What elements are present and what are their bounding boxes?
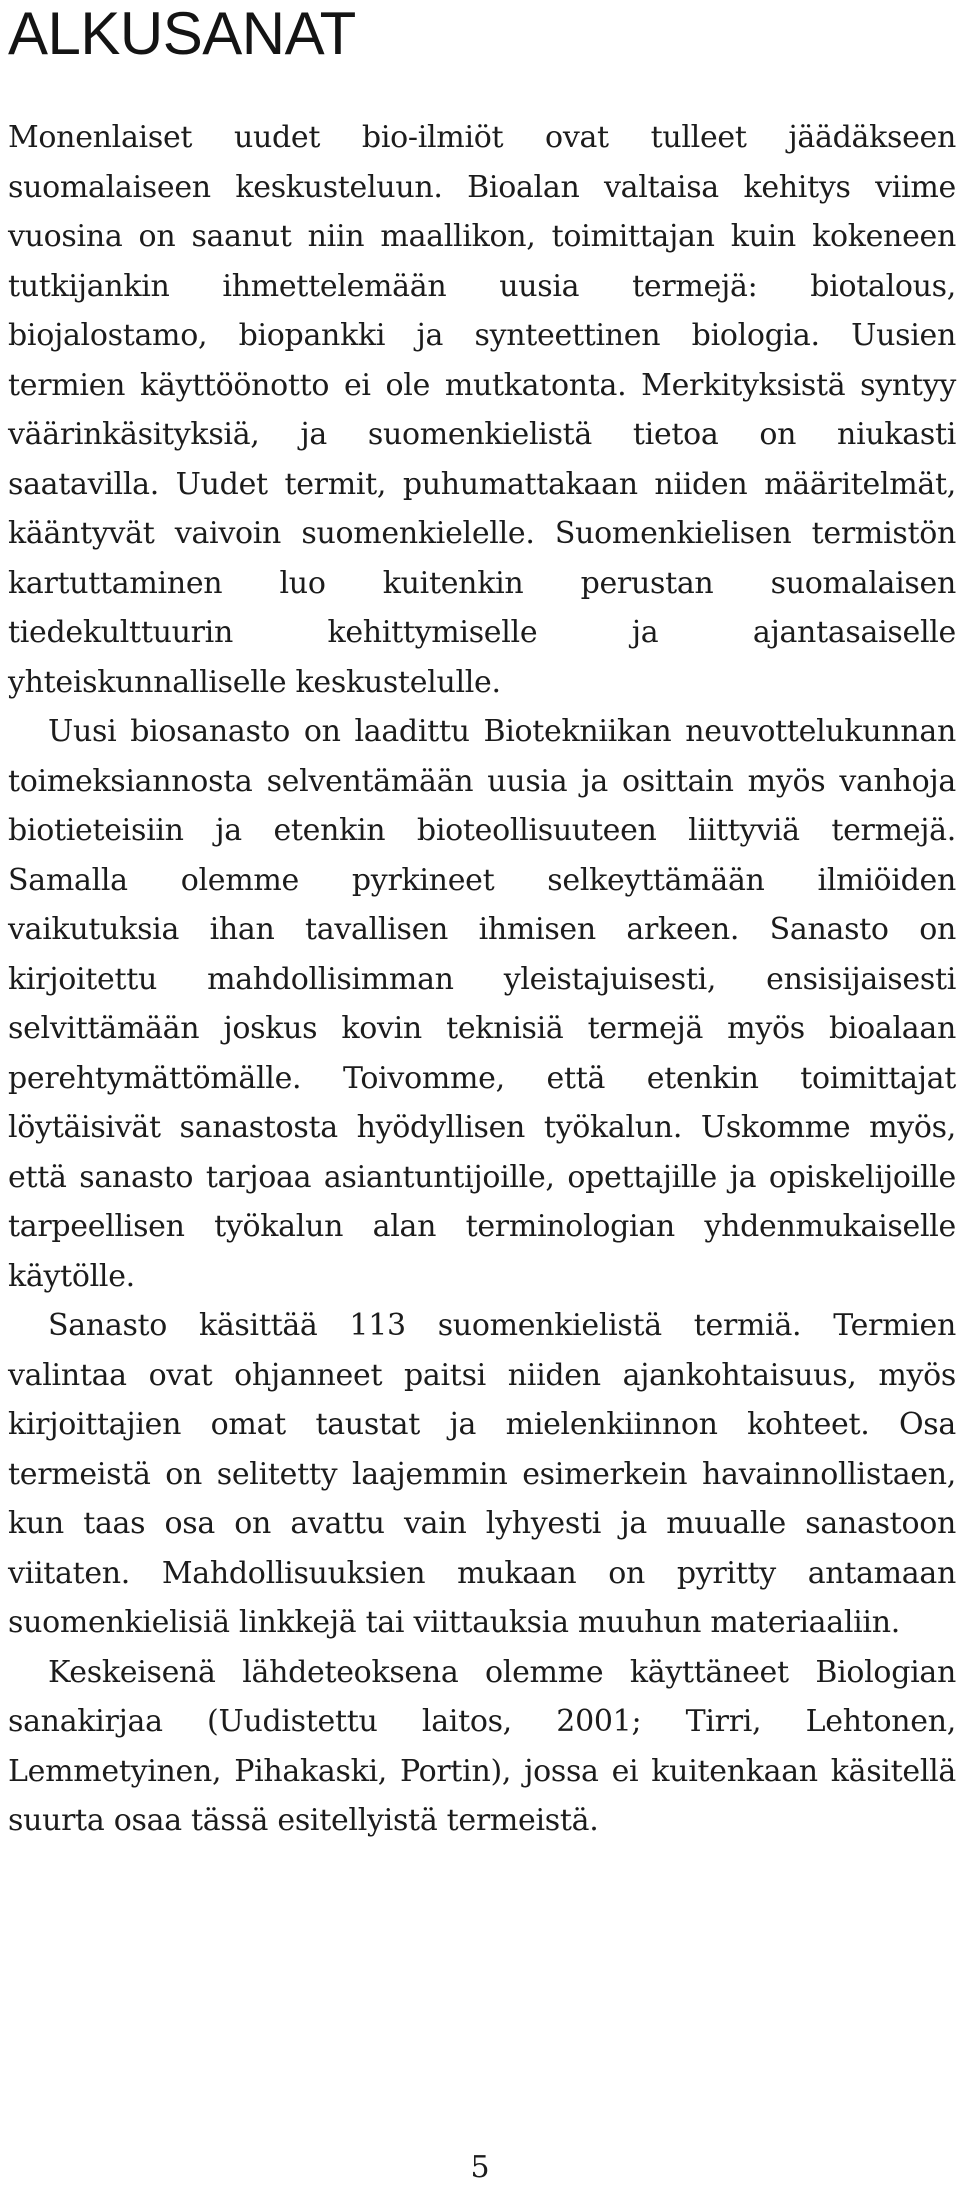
paragraph-3: Sanasto käsittää 113 suomenkielistä termiä. Termien valintaa ovat ohjanneet paitsi niiden ajankohtaisuus, myös kirjoittajien omat taustat ja mielenkiinnon kohteet. Osa termeistä on selitetty laajemmin esimerkein havainnollistaen, kun taas osa on avattu vain lyhyesti ja muualle sanastoon viitaten. Mahdollisuuksien mukaan on pyritty antamaan suomenkielisiä linkkejä tai viittauksia muuhun materiaaliin. (8, 1308, 956, 1640)
paragraph-2: Uusi biosanasto on laadittu Biotekniikan neuvottelukunnan toimeksiannosta selventämään uusia ja osittain myös vanhoja biotieteisiin ja etenkin bioteollisuuteen liittyviä termejä. Samalla olemme pyrkineet selkeyttämään ilmiöiden vaikutuksia ihan tavallisen ihmisen arkeen. Sanasto on kirjoitettu mahdollisimman yleistajuisesti, ensisijaisesti selvittämään joskus kovin teknisiä termejä myös bioalaan perehtymättömälle. Toivomme, että etenkin toimittajat löytäisivät sanastosta hyödyllisen työkalun. Uskomme myös, että sanasto tarjoaa asiantuntijoille, opettajille ja opiskelijoille tarpeellisen työkalun alan terminologian yhdenmukaiselle käytölle. (8, 714, 956, 1294)
body-text (8, 113, 956, 1846)
paragraph-1: Monenlaiset uudet bio-ilmiöt ovat tulleet jäädäkseen suomalaiseen keskusteluun. Bioalan valtaisa kehitys viime vuosina on saanut niin maallikon, toimittajan kuin kokeneen tutkijankin ihmettelemään uusia termejä: biotalous, biojalostamo, biopankki ja synteettinen biologia. Uusien termien käyttöönotto ei ole mutkatonta. Merkityksistä syntyy väärinkäsityksiä, ja suomenkielistä tietoa on niukasti saatavilla. Uudet termit, puhumattakaan niiden määritelmät, kääntyvät vaivoin suomenkielelle. Suomenkielisen termistön kartuttaminen luo kuitenkin perustan suomalaisen tiedekulttuurin kehittymiselle ja ajantasaiselle yhteiskunnalliselle keskustelulle. (8, 120, 956, 700)
page-number: 5 (470, 2150, 490, 2185)
page-title: ALKUSANAT (8, 0, 356, 67)
paragraph-4: Keskeisenä lähdeteoksena olemme käyttäneet Biologian sanakirjaa (Uudistettu laitos, 2001; Tirri, Lehtonen, Lemmetyinen, Pihakaski, Portin), jossa ei kuitenkaan käsitellä suurta osaa tässä esitellyistä termeistä. (8, 1654, 956, 1838)
